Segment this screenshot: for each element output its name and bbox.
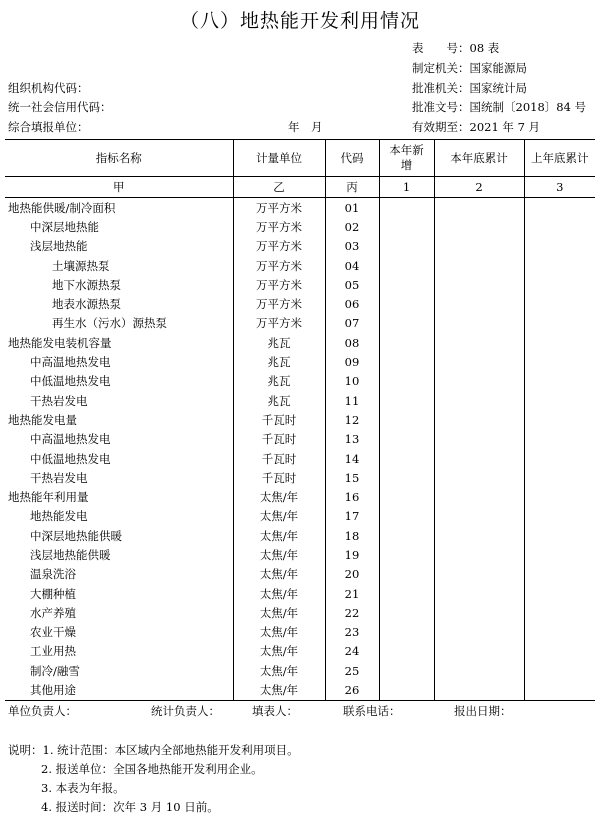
cumulative-this-year-cell[interactable] <box>434 391 524 410</box>
cumulative-last-year-cell[interactable] <box>524 275 595 294</box>
cumulative-this-year-cell[interactable] <box>434 430 524 449</box>
unit-cell: 太焦/年 <box>233 565 325 584</box>
unit-cell: 千瓦时 <box>233 449 325 468</box>
indicator-name: 大棚种植 <box>5 584 233 603</box>
indicator-name: 干热岩发电 <box>5 468 233 487</box>
indicator-name: 再生水（污水）源热泵 <box>5 314 233 333</box>
table-body <box>5 198 595 701</box>
report-date-label: 报出日期： <box>454 704 512 718</box>
code-cell: 05 <box>325 275 379 294</box>
unit-cell: 千瓦时 <box>233 410 325 429</box>
header-code: 代码 <box>325 140 379 177</box>
new-this-year-cell[interactable] <box>379 352 434 371</box>
cumulative-last-year-cell[interactable] <box>524 256 595 275</box>
unit-cell: 太焦/年 <box>233 526 325 545</box>
cumulative-this-year-cell[interactable] <box>434 314 524 333</box>
cumulative-last-year-cell[interactable] <box>524 507 595 526</box>
unit-cell: 太焦/年 <box>233 623 325 642</box>
unit-cell: 太焦/年 <box>233 603 325 622</box>
cumulative-this-year-cell[interactable] <box>434 526 524 545</box>
cumulative-last-year-cell[interactable] <box>524 584 595 603</box>
code-cell: 22 <box>325 603 379 622</box>
unit-cell: 太焦/年 <box>233 487 325 506</box>
table-row <box>5 430 595 449</box>
code-cell: 03 <box>325 237 379 256</box>
code-cell: 11 <box>325 391 379 410</box>
cumulative-last-year-cell[interactable] <box>524 642 595 661</box>
geothermal-table <box>5 139 595 701</box>
new-this-year-cell[interactable] <box>379 526 434 545</box>
cumulative-this-year-cell[interactable] <box>434 623 524 642</box>
indicator-name: 农业干燥 <box>5 623 233 642</box>
code-cell: 10 <box>325 372 379 391</box>
indicator-name: 温泉洗浴 <box>5 565 233 584</box>
table-row <box>5 391 595 410</box>
note-3: 3. 本表为年报。 <box>41 781 125 795</box>
credit-code-label: 统一社会信用代码： <box>8 100 112 114</box>
unit-cell: 万平方米 <box>233 217 325 236</box>
new-this-year-cell[interactable] <box>379 237 434 256</box>
code-cell: 23 <box>325 623 379 642</box>
indicator-name: 中高温地热发电 <box>5 430 233 449</box>
table-row <box>5 642 595 661</box>
unit-cell: 太焦/年 <box>233 584 325 603</box>
table-row <box>5 468 595 487</box>
cumulative-this-year-cell[interactable] <box>434 410 524 429</box>
cumulative-last-year-cell[interactable] <box>524 237 595 256</box>
indicator-name: 地下水源热泵 <box>5 275 233 294</box>
code-cell: 17 <box>325 507 379 526</box>
cumulative-last-year-cell[interactable] <box>524 449 595 468</box>
code-cell: 25 <box>325 661 379 680</box>
cumulative-last-year-cell[interactable] <box>524 333 595 352</box>
unit-cell: 万平方米 <box>233 294 325 313</box>
table-row <box>5 217 595 236</box>
cumulative-last-year-cell[interactable] <box>524 603 595 622</box>
unit-head-label: 单位负责人： <box>8 704 77 718</box>
cumulative-this-year-cell[interactable] <box>434 352 524 371</box>
cumulative-last-year-cell[interactable] <box>524 545 595 564</box>
unit-cell: 万平方米 <box>233 256 325 275</box>
notes <box>8 741 299 817</box>
code-cell: 14 <box>325 449 379 468</box>
unit-cell: 兆瓦 <box>233 372 325 391</box>
note-1: 说明：1. 统计范围：本区域内全部地热能开发利用项目。 <box>8 743 299 757</box>
table-row <box>5 352 595 371</box>
code-cell: 12 <box>325 410 379 429</box>
new-this-year-cell[interactable] <box>379 449 434 468</box>
table-row <box>5 545 595 564</box>
indicator-name: 中低温地热发电 <box>5 372 233 391</box>
new-this-year-cell[interactable] <box>379 391 434 410</box>
indicator-name: 地热能供暖/制冷面积 <box>5 198 233 218</box>
new-this-year-cell[interactable] <box>379 642 434 661</box>
new-this-year-cell[interactable] <box>379 217 434 236</box>
code-cell: 18 <box>325 526 379 545</box>
unit-cell: 万平方米 <box>233 237 325 256</box>
indicator-name: 地热能发电 <box>5 507 233 526</box>
cumulative-this-year-cell[interactable] <box>434 449 524 468</box>
indicator-name: 地表水源热泵 <box>5 294 233 313</box>
approval-doc: 批准文号：国统制〔2018〕84 号 <box>412 100 587 114</box>
indicator-name: 地热能年利用量 <box>5 487 233 506</box>
cumulative-this-year-cell[interactable] <box>434 198 524 218</box>
unit-cell: 万平方米 <box>233 314 325 333</box>
cumulative-last-year-cell[interactable] <box>524 314 595 333</box>
cumulative-last-year-cell[interactable] <box>524 410 595 429</box>
new-this-year-cell[interactable] <box>379 661 434 680</box>
new-this-year-cell[interactable] <box>379 430 434 449</box>
code-cell: 06 <box>325 294 379 313</box>
unit-cell: 万平方米 <box>233 275 325 294</box>
indicator-name: 中低温地热发电 <box>5 449 233 468</box>
table-row <box>5 372 595 391</box>
new-this-year-cell[interactable] <box>379 410 434 429</box>
cumulative-last-year-cell[interactable] <box>524 198 595 218</box>
new-this-year-cell[interactable] <box>379 198 434 218</box>
indicator-name: 土壤源热泵 <box>5 256 233 275</box>
cumulative-last-year-cell[interactable] <box>524 430 595 449</box>
table-row <box>5 603 595 622</box>
cumulative-this-year-cell[interactable] <box>434 256 524 275</box>
unit-cell: 万平方米 <box>233 198 325 218</box>
cumulative-last-year-cell[interactable] <box>524 526 595 545</box>
table-row <box>5 333 595 352</box>
indicator-name: 地热能发电量 <box>5 410 233 429</box>
cumulative-last-year-cell[interactable] <box>524 661 595 680</box>
cumulative-last-year-cell[interactable] <box>524 623 595 642</box>
sub-header-2: 2 <box>434 177 524 198</box>
page-title: （八）地热能开发利用情况 <box>179 10 420 32</box>
code-cell: 08 <box>325 333 379 352</box>
reporter-label: 综合填报单位： <box>8 120 89 134</box>
new-this-year-cell[interactable] <box>379 623 434 642</box>
table-row <box>5 294 595 313</box>
cumulative-this-year-cell[interactable] <box>434 680 524 700</box>
indicator-name: 中深层地热能 <box>5 217 233 236</box>
cumulative-this-year-cell[interactable] <box>434 545 524 564</box>
indicator-name: 中高温地热发电 <box>5 352 233 371</box>
cumulative-last-year-cell[interactable] <box>524 487 595 506</box>
year-label: 年 <box>288 120 300 134</box>
cumulative-this-year-cell[interactable] <box>434 565 524 584</box>
approver: 批准机关：国家统计局 <box>412 81 527 95</box>
table-row <box>5 410 595 429</box>
cumulative-last-year-cell[interactable] <box>524 217 595 236</box>
valid-until: 有效期至：2021 年 7 月 <box>412 120 541 134</box>
new-this-year-cell[interactable] <box>379 372 434 391</box>
table-row <box>5 314 595 333</box>
code-cell: 19 <box>325 545 379 564</box>
month-label: 月 <box>311 120 323 134</box>
table-row <box>5 487 595 506</box>
header-unit: 计量单位 <box>233 140 325 177</box>
cumulative-this-year-cell[interactable] <box>434 372 524 391</box>
table-row <box>5 623 595 642</box>
code-cell: 02 <box>325 217 379 236</box>
filler-label: 填表人： <box>252 704 298 718</box>
new-this-year-cell[interactable] <box>379 256 434 275</box>
cumulative-this-year-cell[interactable] <box>434 217 524 236</box>
header-cumulative-last-year: 上年底累计 <box>524 140 595 177</box>
new-this-year-cell[interactable] <box>379 487 434 506</box>
code-cell: 24 <box>325 642 379 661</box>
new-this-year-cell[interactable] <box>379 565 434 584</box>
table-number: 表 号：08 表 <box>412 41 500 55</box>
cumulative-this-year-cell[interactable] <box>434 468 524 487</box>
unit-cell: 千瓦时 <box>233 468 325 487</box>
cumulative-last-year-cell[interactable] <box>524 372 595 391</box>
new-this-year-cell[interactable] <box>379 680 434 700</box>
unit-cell: 太焦/年 <box>233 680 325 700</box>
indicator-name: 浅层地热能供暖 <box>5 545 233 564</box>
cumulative-this-year-cell[interactable] <box>434 507 524 526</box>
new-this-year-cell[interactable] <box>379 333 434 352</box>
unit-cell: 太焦/年 <box>233 642 325 661</box>
code-cell: 07 <box>325 314 379 333</box>
cumulative-this-year-cell[interactable] <box>434 237 524 256</box>
cumulative-last-year-cell[interactable] <box>524 294 595 313</box>
header-cumulative-this-year: 本年底累计 <box>434 140 524 177</box>
table-row <box>5 198 595 218</box>
new-this-year-cell[interactable] <box>379 545 434 564</box>
sub-header-jia: 甲 <box>5 177 233 198</box>
note-2: 2. 报送单位：全国各地热能开发利用企业。 <box>41 762 263 776</box>
indicator-name: 地热能发电装机容量 <box>5 333 233 352</box>
indicator-name: 制冷/融雪 <box>5 661 233 680</box>
header-row <box>5 140 595 177</box>
new-this-year-cell[interactable] <box>379 584 434 603</box>
unit-cell: 太焦/年 <box>233 545 325 564</box>
indicator-name: 浅层地热能 <box>5 237 233 256</box>
unit-cell: 太焦/年 <box>233 507 325 526</box>
table-row <box>5 526 595 545</box>
cumulative-this-year-cell[interactable] <box>434 275 524 294</box>
indicator-name: 工业用热 <box>5 642 233 661</box>
sub-header-row <box>5 177 595 198</box>
new-this-year-cell[interactable] <box>379 314 434 333</box>
header-indicator: 指标名称 <box>5 140 233 177</box>
code-cell: 21 <box>325 584 379 603</box>
cumulative-this-year-cell[interactable] <box>434 603 524 622</box>
table-row <box>5 449 595 468</box>
note-4: 4. 报送时间：次年 3 月 10 日前。 <box>41 800 219 814</box>
cumulative-this-year-cell[interactable] <box>434 584 524 603</box>
new-this-year-cell[interactable] <box>379 603 434 622</box>
sub-header-bing: 丙 <box>325 177 379 198</box>
code-cell: 09 <box>325 352 379 371</box>
sub-header-1: 1 <box>379 177 434 198</box>
table-row <box>5 661 595 680</box>
cumulative-last-year-cell[interactable] <box>524 468 595 487</box>
cumulative-last-year-cell[interactable] <box>524 680 595 700</box>
cumulative-last-year-cell[interactable] <box>524 352 595 371</box>
new-this-year-cell[interactable] <box>379 275 434 294</box>
sub-header-yi: 乙 <box>233 177 325 198</box>
table-row <box>5 256 595 275</box>
indicator-name: 干热岩发电 <box>5 391 233 410</box>
indicator-name: 其他用途 <box>5 680 233 700</box>
table-row <box>5 275 595 294</box>
code-cell: 15 <box>325 468 379 487</box>
sub-header-3: 3 <box>524 177 595 198</box>
cumulative-last-year-cell[interactable] <box>524 391 595 410</box>
new-this-year-cell[interactable] <box>379 294 434 313</box>
indicator-name: 中深层地热能供暖 <box>5 526 233 545</box>
header-new-this-year: 本年新增 <box>379 140 434 177</box>
table-row <box>5 680 595 700</box>
table-row <box>5 507 595 526</box>
authority: 制定机关：国家能源局 <box>412 61 527 75</box>
unit-cell: 太焦/年 <box>233 661 325 680</box>
signature-line <box>8 704 598 718</box>
code-cell: 13 <box>325 430 379 449</box>
cumulative-this-year-cell[interactable] <box>434 661 524 680</box>
unit-cell: 千瓦时 <box>233 430 325 449</box>
table-row <box>5 584 595 603</box>
code-cell: 01 <box>325 198 379 218</box>
table-row <box>5 237 595 256</box>
code-cell: 04 <box>325 256 379 275</box>
code-cell: 26 <box>325 680 379 700</box>
new-this-year-cell[interactable] <box>379 507 434 526</box>
unit-cell: 兆瓦 <box>233 333 325 352</box>
unit-cell: 兆瓦 <box>233 391 325 410</box>
cumulative-this-year-cell[interactable] <box>434 294 524 313</box>
cumulative-this-year-cell[interactable] <box>434 487 524 506</box>
indicator-name: 水产养殖 <box>5 603 233 622</box>
org-code-label: 组织机构代码： <box>8 81 89 95</box>
cumulative-this-year-cell[interactable] <box>434 642 524 661</box>
phone-label: 联系电话： <box>343 704 401 718</box>
stats-head-label: 统计负责人： <box>151 704 220 718</box>
new-this-year-cell[interactable] <box>379 468 434 487</box>
table-row <box>5 565 595 584</box>
code-cell: 20 <box>325 565 379 584</box>
code-cell: 16 <box>325 487 379 506</box>
cumulative-last-year-cell[interactable] <box>524 565 595 584</box>
unit-cell: 兆瓦 <box>233 352 325 371</box>
cumulative-this-year-cell[interactable] <box>434 333 524 352</box>
